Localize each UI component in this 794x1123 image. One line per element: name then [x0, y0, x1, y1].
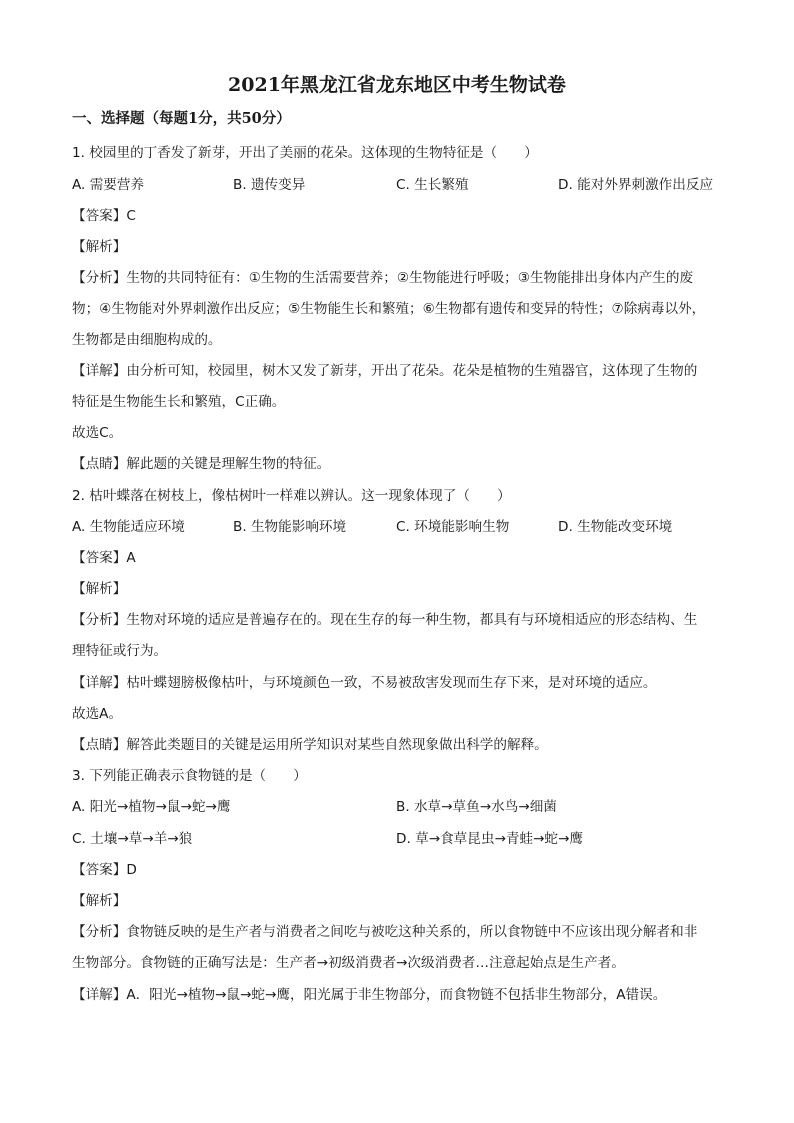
question-1-dianjing: 【点睛】解此题的关键是理解生物的特征。 — [72, 456, 331, 472]
question-3-analysis-label: 【解析】 — [72, 893, 127, 909]
question-2-fenxi-line-1: 【分析】生物对环境的适应是普遍存在的。现在生存的每一种生物，都具有与环境相适应的形态结构、生 — [72, 612, 698, 628]
question-1-fenxi-line-3: 生物都是由细胞构成的。 — [72, 332, 222, 348]
question-1-conclusion: 故选C。 — [72, 425, 123, 441]
question-3-fenxi-line-1: 【分析】食物链反映的是生产者与消费者之间吃与被吃这种关系的，所以食物链中不应该出现分解者和非 — [72, 924, 698, 940]
question-1-analysis-label: 【解析】 — [72, 239, 127, 255]
question-2-dianjing: 【点睛】解答此类题目的关键是运用所学知识对某些自然现象做出科学的解释。 — [72, 737, 548, 753]
question-3-xiangjie-line-1: 【详解】A．阳光→植物→鼠→蛇→鹰，阳光属于非生物部分，而食物链不包括非生物部分，A错误。 — [72, 987, 667, 1003]
question-1-answer: 【答案】C — [72, 208, 136, 224]
question-2-fenxi-line-2: 理特征或行为。 — [72, 643, 168, 659]
question-3-answer: 【答案】D — [72, 862, 137, 878]
question-2-option-c: C. 环境能影响生物 — [396, 519, 510, 535]
question-3-option-c: C. 土壤→草→羊→狼 — [72, 831, 193, 847]
question-1-option-c: C. 生长繁殖 — [396, 177, 469, 193]
question-1-option-a: A. 需要营养 — [72, 177, 145, 193]
question-1-fenxi-line-1: 【分析】生物的共同特征有：①生物的生活需要营养；②生物能进行呼吸；③生物能排出身体内产生的废 — [72, 270, 694, 286]
question-2-xiangjie-line-1: 【详解】枯叶蝶翅膀极像枯叶，与环境颜色一致，不易被敌害发现而生存下来，是对环境的适应。 — [72, 675, 657, 691]
question-1-fenxi-line-2: 物；④生物能对外界刺激作出反应；⑤生物能生长和繁殖；⑥生物都有遗传和变异的特性；⑦除病毒以外， — [72, 301, 706, 317]
page-title: 2021年黑龙江省龙东地区中考生物试卷 — [228, 74, 566, 96]
question-3-option-a: A. 阳光→植物→鼠→蛇→鹰 — [72, 799, 231, 815]
question-1-xiangjie-line-2: 特征是生物能生长和繁殖，C正确。 — [72, 394, 286, 410]
section-heading: 一、选择题（每题1分，共50分） — [72, 110, 291, 127]
question-3-option-d: D. 草→食草昆虫→青蛙→蛇→鹰 — [396, 831, 584, 847]
question-2-option-d: D. 生物能改变环境 — [558, 519, 673, 535]
question-2-analysis-label: 【解析】 — [72, 581, 127, 597]
question-2-option-b: B. 生物能影响环境 — [233, 519, 347, 535]
question-2-conclusion: 故选A。 — [72, 706, 123, 722]
question-2-option-a: A. 生物能适应环境 — [72, 519, 185, 535]
question-3-fenxi-line-2: 生物部分。食物链的正确写法是：生产者→初级消费者→次级消费者…注意起始点是生产者。 — [72, 955, 625, 971]
question-3-option-b: B. 水草→草鱼→水鸟→细菌 — [396, 799, 557, 815]
question-1-option-d: D. 能对外界刺激作出反应 — [558, 177, 714, 193]
question-1-option-b: B. 遗传变异 — [233, 177, 306, 193]
question-3-stem: 3. 下列能正确表示食物链的是（ ） — [72, 768, 307, 784]
question-2-stem: 2. 枯叶蝶落在树枝上，像枯树叶一样难以辨认。这一现象体现了（ ） — [72, 488, 511, 504]
question-1-stem: 1. 校园里的丁香发了新芽，开出了美丽的花朵。这体现的生物特征是（ ） — [72, 145, 538, 161]
question-2-answer: 【答案】A — [72, 550, 136, 566]
question-1-xiangjie-line-1: 【详解】由分析可知，校园里，树木又发了新芽，开出了花朵。花朵是植物的生殖器官，这体现了生物的 — [72, 363, 698, 379]
